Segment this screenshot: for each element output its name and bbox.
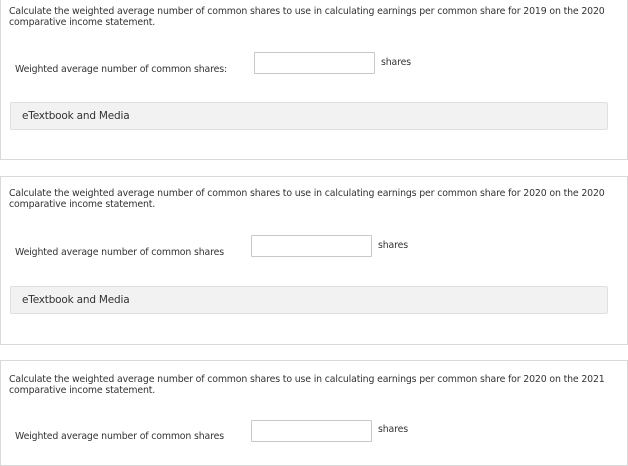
etextbook-media-button-2[interactable] — [10, 286, 608, 314]
unit-label-1: shares — [381, 57, 411, 68]
question-panel-1 — [0, 0, 628, 160]
question-prompt-2: Calculate the weighted average number of common shares to use in calculating earnings per common share for 2020 on the 2020 comparative income statement. — [9, 188, 605, 210]
question-prompt-3: Calculate the weighted average number of common shares to use in calculating earnings per common share for 2020 on the 2021 comparative income statement. — [9, 374, 605, 396]
question-panel-2 — [0, 176, 628, 345]
field-label-3: Weighted average number of common shares — [15, 431, 224, 442]
question-panel-3 — [0, 360, 628, 466]
field-label-1: Weighted average number of common shares: — [15, 64, 227, 75]
weighted-average-shares-input-1[interactable] — [254, 52, 375, 74]
etextbook-media-button-1[interactable] — [10, 102, 608, 130]
etextbook-media-label-1: eTextbook and Media — [22, 110, 130, 122]
weighted-average-shares-input-2[interactable] — [251, 235, 372, 257]
unit-label-2: shares — [378, 240, 408, 251]
unit-label-3: shares — [378, 424, 408, 435]
etextbook-media-label-2: eTextbook and Media — [22, 294, 130, 306]
question-prompt-1: Calculate the weighted average number of common shares to use in calculating earnings per common share for 2019 on the 2020 comparative income statement. — [9, 6, 605, 28]
weighted-average-shares-input-3[interactable] — [251, 420, 372, 442]
field-label-2: Weighted average number of common shares — [15, 247, 224, 258]
